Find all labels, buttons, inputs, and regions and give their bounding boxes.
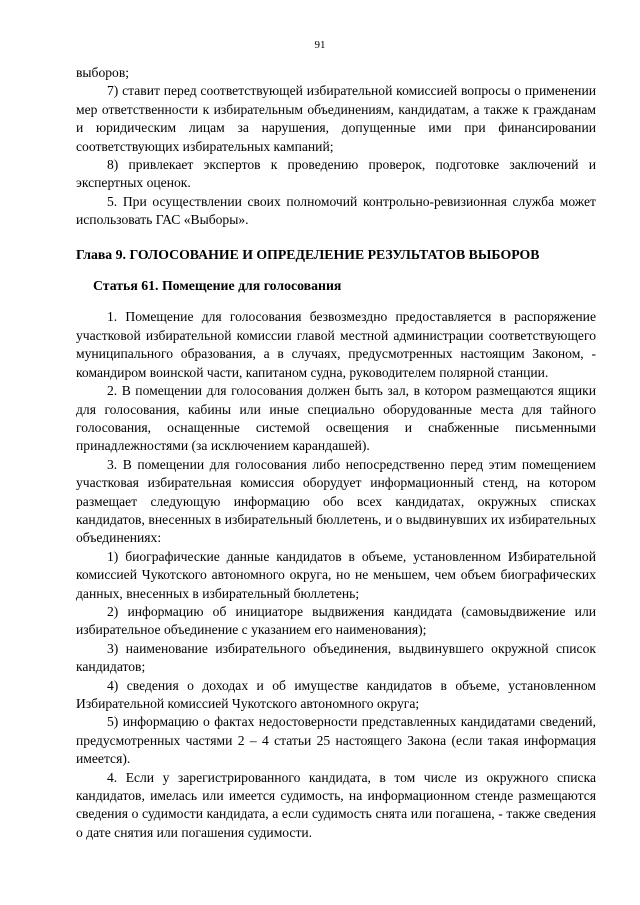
list-item-5: 5) информацию о фактах недостоверности представленных кандидатами сведений, предусмотренных частями 2 – 4 статьи 25 настоящего Закона (если такая информация имеется). bbox=[76, 714, 596, 767]
list-item-1: 1) биографические данные кандидатов в объеме, установленном Избирательной комиссией Чукотского автономного округа, но не меньшем, чем объем биографических данных, внесенных в избирательный бюллетень; bbox=[76, 548, 596, 601]
page-content bbox=[76, 64, 596, 842]
list-item-4: 4) сведения о доходах и об имуществе кандидатов в объеме, установленном Избирательной комиссией Чукотского автономного округа; bbox=[76, 677, 596, 711]
page-number: 91 bbox=[314, 39, 326, 51]
paragraph-clause-5: 5. При осуществлении своих полномочий контрольно-ревизионная служба может использовать ГАС «Выборы». bbox=[76, 193, 596, 228]
article-paragraph-3: 3. В помещении для голосования либо непосредственно перед этим помещением участковая избирательная комиссия оборудует информационный стенд, на котором размещает следующую информацию обо всех кандидатах, окружных списках кандидатов, внесенных в избирательный бюллетень, и о выдвинувших их избирательных объединениях: bbox=[76, 456, 596, 546]
chapter-heading: Глава 9. ГОЛОСОВАНИЕ И ОПРЕДЕЛЕНИЕ РЕЗУЛЬТАТОВ ВЫБОРОВ bbox=[76, 246, 540, 262]
article-paragraph-4: 4. Если у зарегистрированного кандидата, в том числе из окружного списка кандидатов, имелась или имеется судимость, на информационном стенде размещаются сведения о судимости кандидата, а если судимость снята или погашена, - также сведения о дате снятия или погашения судимости. bbox=[76, 769, 596, 840]
paragraph-continuation: выборов; bbox=[76, 65, 130, 80]
paragraph-item-7: 7) ставит перед соответствующей избирательной комиссией вопросы о применении мер ответственности к избирательным объединениям, кандидатам, а также к гражданам и юридическим лицам за нарушения, допущенные ими при финансировании соответствующих избирательных кампаний; bbox=[76, 83, 596, 154]
article-heading: Статья 61. Помещение для голосования bbox=[93, 278, 342, 294]
paragraph-item-8: 8) привлекает экспертов к проведению проверок, подготовке заключений и экспертных оценок. bbox=[76, 157, 596, 191]
list-item-3: 3) наименование избирательного объединения, выдвинувшего окружной список кандидатов; bbox=[76, 640, 596, 675]
article-paragraph-1: 1. Помещение для голосования безвозмездно предоставляется в распоряжение участковой избирательной комиссии главой местной администрации соответствующего муниципального образования, а в случаях, предусмотренных настоящим Законом, - командиром воинской части, капитаном судна, руководителем полярной станции. bbox=[76, 309, 596, 380]
list-item-2: 2) информацию об инициаторе выдвижения кандидата (самовыдвижение или избирательное объединение с указанием его наименования); bbox=[76, 603, 596, 638]
article-paragraph-2: 2. В помещении для голосования должен быть зал, в котором размещаются ящики для голосования, кабины или иные специально оборудованные места для тайного голосования, оснащенные системой освещения и снабженные письменными принадлежностями (за исключением карандашей). bbox=[76, 383, 596, 454]
